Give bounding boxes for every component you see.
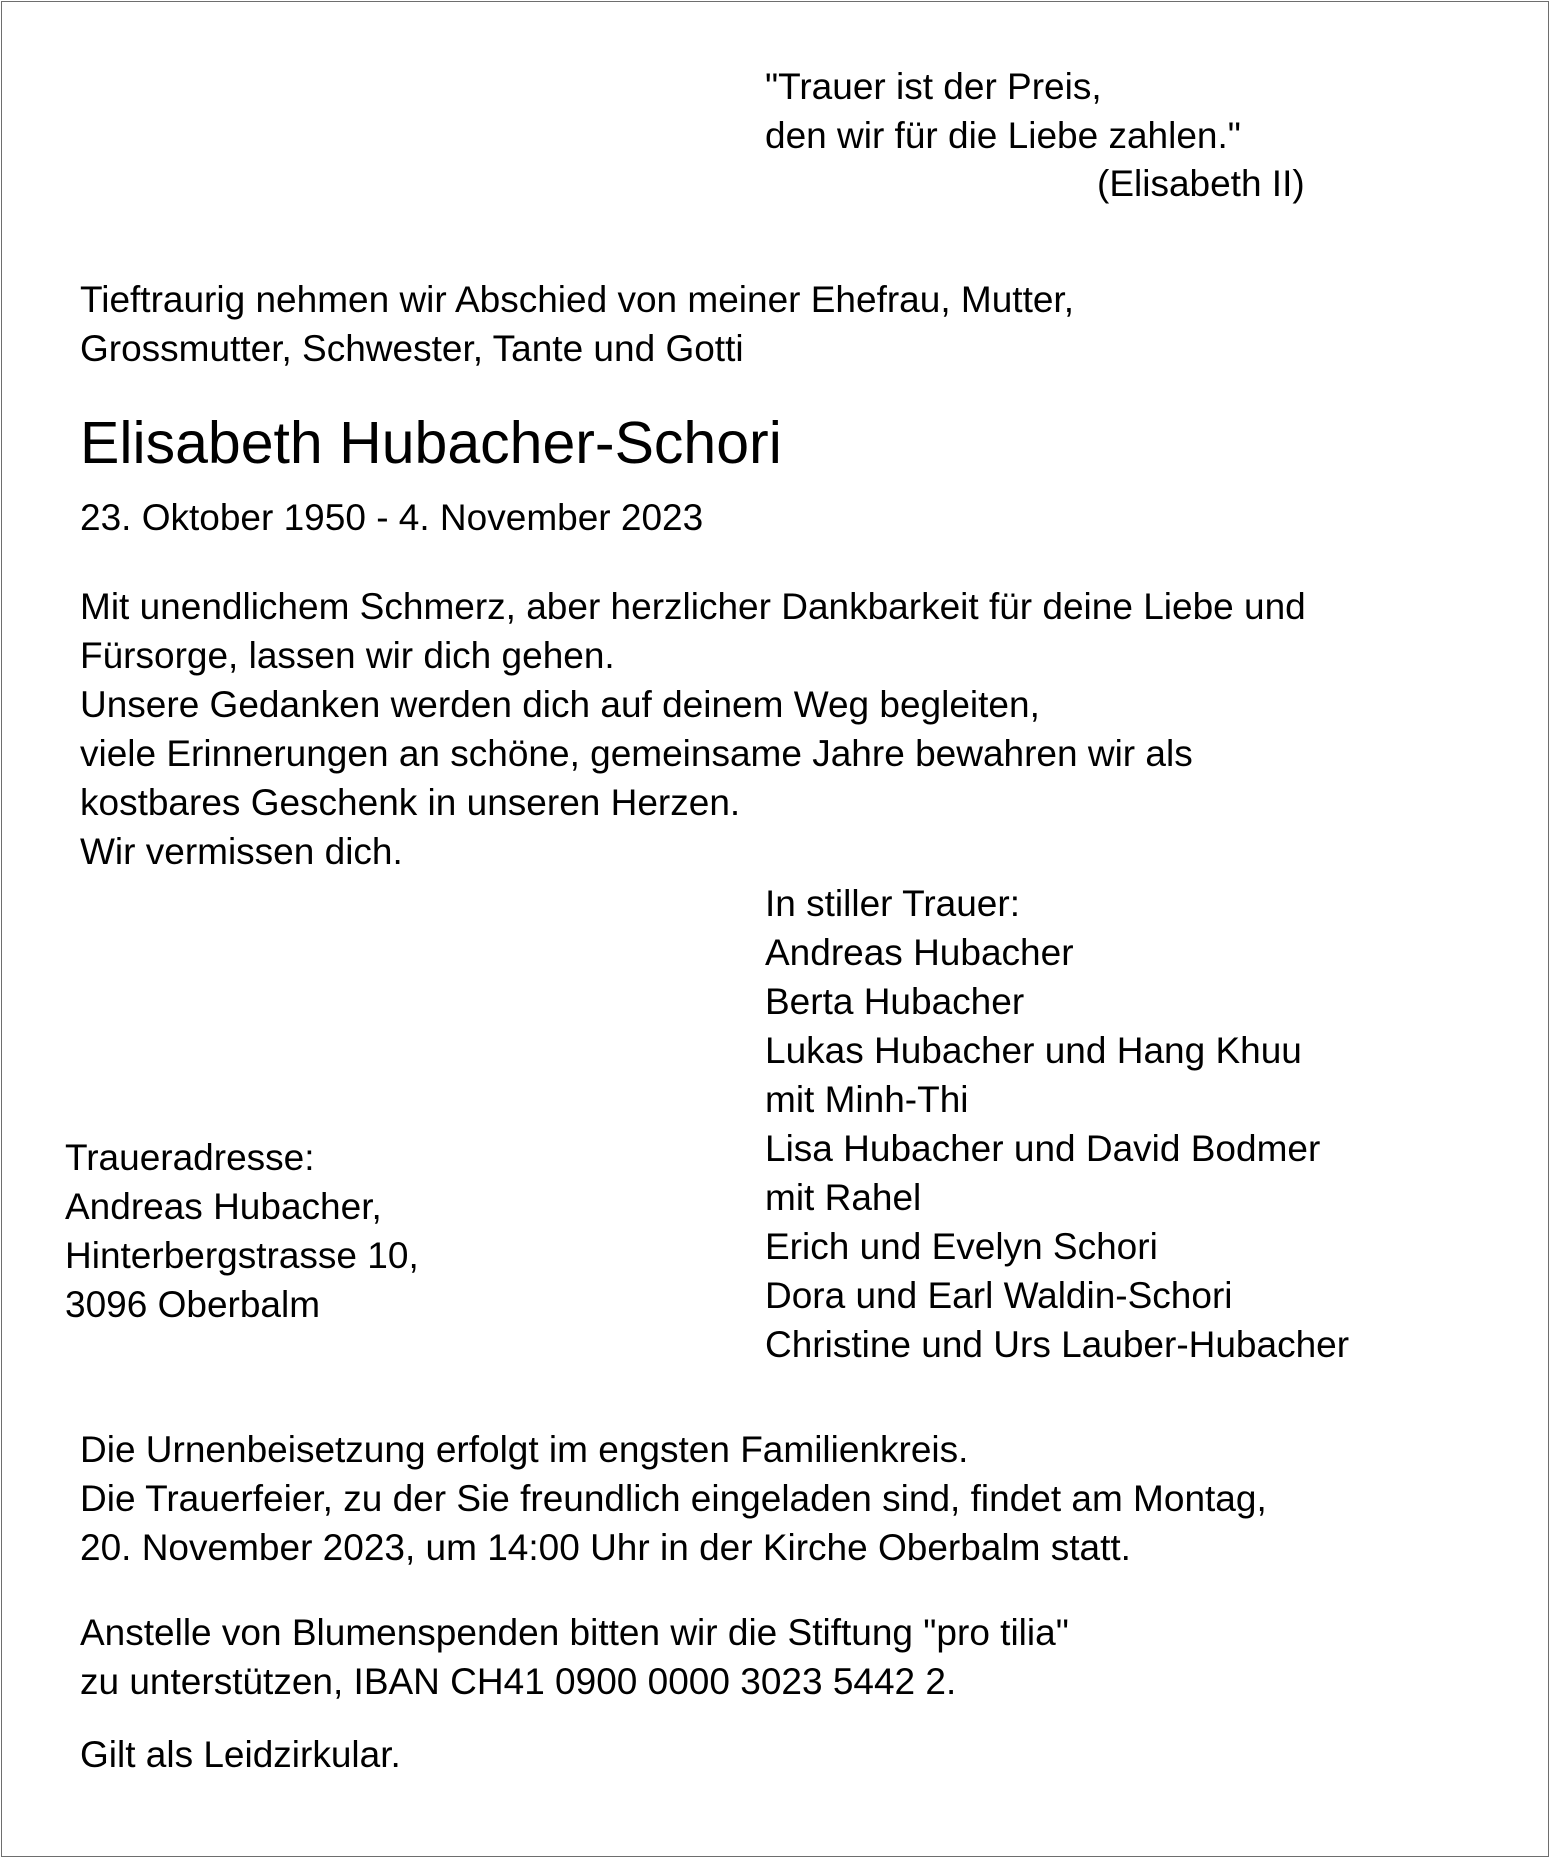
mourning-address <box>65 1133 419 1329</box>
mourner-name: Erich und Evelyn Schori <box>765 1226 1158 1267</box>
mourners-heading: In stiller Trauer: <box>765 883 1020 924</box>
mourner-name: Andreas Hubacher <box>765 932 1074 973</box>
message-line: viele Erinnerungen an schöne, gemeinsame Jahre bewahren wir als <box>80 733 1193 774</box>
life-dates: 23. Oktober 1950 - 4. November 2023 <box>80 497 704 538</box>
mourners-list <box>765 879 1349 1369</box>
funeral-line: Die Urnenbeisetzung erfolgt im engsten Familienkreis. <box>80 1429 969 1470</box>
donation-line: zu unterstützen, IBAN CH41 0900 0000 3023 5442 2. <box>80 1661 957 1702</box>
intro-line: Tieftraurig nehmen wir Abschied von meiner Ehefrau, Mutter, <box>80 279 1074 320</box>
deceased-name: Elisabeth Hubacher-Schori <box>80 410 782 476</box>
mourner-name: Christine und Urs Lauber-Hubacher <box>765 1324 1350 1365</box>
mourner-name: mit Rahel <box>765 1177 922 1218</box>
mourner-name: Lisa Hubacher und David Bodmer <box>765 1128 1321 1169</box>
quote-author: (Elisabeth II) <box>1097 163 1305 204</box>
message-text <box>80 582 1306 876</box>
message-line: kostbares Geschenk in unseren Herzen. <box>80 782 741 823</box>
intro-text <box>80 275 1074 373</box>
mourner-name: Berta Hubacher <box>765 981 1025 1022</box>
address-line: Andreas Hubacher, <box>65 1186 382 1227</box>
funeral-line: 20. November 2023, um 14:00 Uhr in der Kirche Oberbalm statt. <box>80 1527 1131 1568</box>
address-heading: Traueradresse: <box>65 1137 315 1178</box>
message-line: Fürsorge, lassen wir dich gehen. <box>80 635 615 676</box>
donation-line: Anstelle von Blumenspenden bitten wir die Stiftung "pro tilia" <box>80 1612 1069 1653</box>
quote-line: den wir für die Liebe zahlen." <box>765 115 1241 156</box>
donation-info <box>80 1608 1069 1706</box>
mourner-name: Lukas Hubacher und Hang Khuu <box>765 1030 1302 1071</box>
address-line: Hinterbergstrasse 10, <box>65 1235 419 1276</box>
mourner-name: mit Minh-Thi <box>765 1079 969 1120</box>
address-line: 3096 Oberbalm <box>65 1284 321 1325</box>
funeral-line: Die Trauerfeier, zu der Sie freundlich eingeladen sind, findet am Montag, <box>80 1478 1267 1519</box>
quote-line: "Trauer ist der Preis, <box>765 66 1102 107</box>
message-line: Wir vermissen dich. <box>80 831 403 872</box>
message-line: Mit unendlichem Schmerz, aber herzlicher Dankbarkeit für deine Liebe und <box>80 586 1306 627</box>
message-line: Unsere Gedanken werden dich auf deinem Weg begleiten, <box>80 684 1040 725</box>
closing-note: Gilt als Leidzirkular. <box>80 1734 401 1775</box>
funeral-info <box>80 1425 1267 1572</box>
mourner-name: Dora und Earl Waldin-Schori <box>765 1275 1233 1316</box>
intro-line: Grossmutter, Schwester, Tante und Gotti <box>80 328 744 369</box>
quote <box>765 62 1241 160</box>
